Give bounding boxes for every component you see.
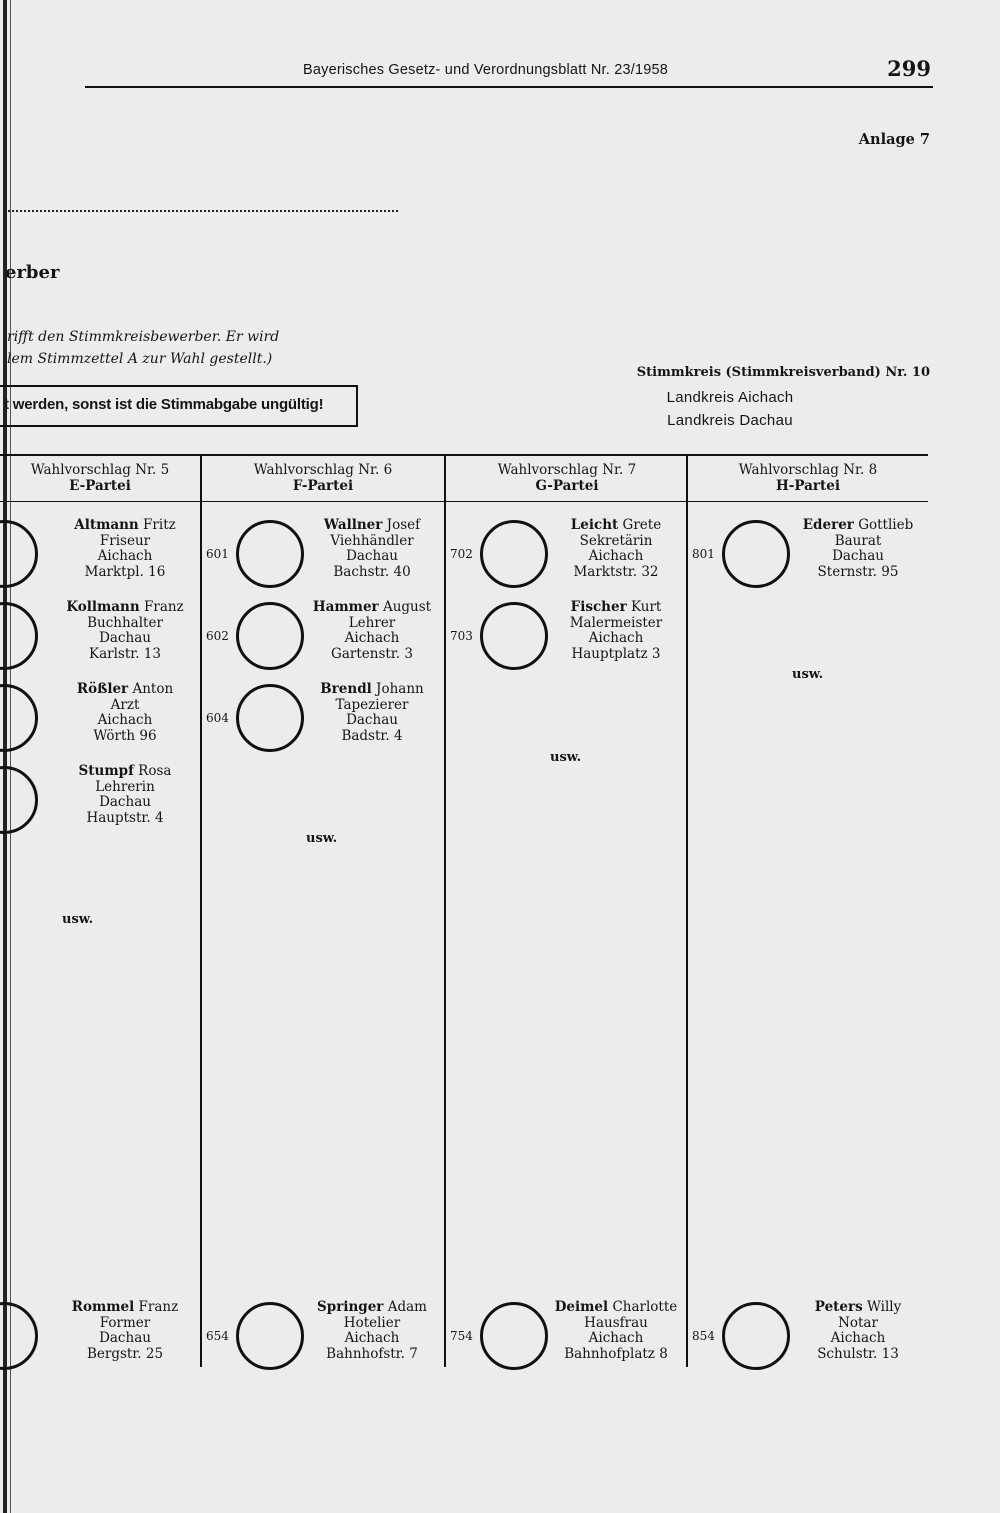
district-heading: Stimmkreis (Stimmkreisverband) Nr. 10 [636,365,930,380]
candidate-name [302,682,442,698]
candidate-block [546,518,686,580]
candidate-occupation: Friseur [99,532,151,549]
candidate-surname: Peters [814,1299,863,1315]
candidate-firstname: Willy [862,1299,902,1315]
candidate-block [302,518,442,580]
candidate-street: Schulstr. 13 [817,1345,899,1362]
candidate-street: Hauptplatz 3 [571,645,661,662]
candidate-town: Aichach [588,548,644,565]
vote-circle[interactable] [0,766,38,834]
proposal-number: Wahlvorschlag Nr. 6 [253,462,393,478]
candidate-block [546,600,686,662]
candidate-block [302,600,442,662]
proposal-number: Wahlvorschlag Nr. 7 [497,462,637,478]
candidate-name [788,1300,928,1316]
candidate-firstname: Josef [382,517,421,533]
column-header [202,462,444,494]
column-divider [444,455,446,1367]
usw-label: usw. [306,831,338,846]
vote-circle[interactable] [236,1302,304,1370]
candidate-occupation: Notar [838,1314,878,1331]
candidate-block [55,600,195,662]
candidate-surname: Brendl [320,681,372,697]
candidate-firstname: Rosa [133,763,172,779]
candidate-block [55,764,195,826]
candidate-firstname: Gottlieb [853,517,914,533]
candidate-number: 702 [450,547,473,561]
page-number: 299 [887,56,931,81]
candidate-street: Karlstr. 13 [89,645,161,662]
vote-circle[interactable] [0,684,38,752]
candidate-occupation: Baurat [834,532,882,549]
vote-circle[interactable] [722,1302,790,1370]
candidate-street: Sternstr. 95 [817,563,899,580]
candidate-surname: Kollmann [66,599,140,615]
candidate-town: Dachau [832,548,884,565]
candidate-name [546,600,686,616]
candidate-street: Badstr. 4 [341,727,403,744]
candidate-number: 604 [206,711,229,725]
candidate-number: 654 [206,1329,229,1343]
candidate-occupation: Lehrer [348,614,396,631]
page-edge [3,0,7,1513]
candidate-street: Hauptstr. 4 [86,809,164,826]
district-line-1: Landkreis Aichach [666,389,794,406]
candidate-name [546,1300,686,1316]
note-line-1: rifft den Stimmkreisbewerber. Er wird [7,329,280,345]
candidate-firstname: Charlotte [608,1299,678,1315]
usw-label: usw. [792,667,824,682]
candidate-name [55,1300,195,1316]
candidate-town: Dachau [99,630,151,647]
usw-label: usw. [62,912,94,927]
candidate-name [55,682,195,698]
candidate-number: 854 [692,1329,715,1343]
candidate-surname: Hammer [312,599,379,615]
candidate-occupation: Tapezierer [335,696,409,713]
candidate-name [55,600,195,616]
candidate-block [788,1300,928,1362]
candidate-town: Aichach [830,1330,886,1347]
candidate-town: Aichach [588,630,644,647]
party-name: E-Partei [69,478,131,494]
candidate-town: Dachau [99,1330,151,1347]
candidate-block [55,518,195,580]
vote-circle[interactable] [0,602,38,670]
candidate-street: Marktpl. 16 [84,563,166,580]
candidate-occupation: Sekretärin [579,532,653,549]
candidate-surname: Stumpf [78,763,134,779]
candidate-street: Marktstr. 32 [573,563,659,580]
candidate-town: Dachau [346,712,398,729]
note-line-2: lem Stimmzettel A zur Wahl gestellt.) [7,351,273,367]
candidate-occupation: Malermeister [569,614,663,631]
candidate-firstname: Johann [371,681,424,697]
candidate-block [302,682,442,744]
warning-box [0,385,358,427]
candidate-surname: Rommel [71,1299,135,1315]
vote-circle[interactable] [236,602,304,670]
candidate-street: Bahnhofstr. 7 [326,1345,418,1362]
candidate-surname: Rößler [76,681,129,697]
vote-circle[interactable] [236,684,304,752]
candidate-name [788,518,928,534]
candidate-firstname: Fritz [138,517,176,533]
candidate-occupation: Viehhändler [330,532,414,549]
candidate-number: 601 [206,547,229,561]
candidate-name [302,518,442,534]
proposal-number: Wahlvorschlag Nr. 8 [738,462,878,478]
vote-circle[interactable] [0,1302,38,1370]
vote-circle[interactable] [722,520,790,588]
candidate-number: 602 [206,629,229,643]
usw-label: usw. [550,750,582,765]
candidate-occupation: Lehrerin [95,778,155,795]
candidate-town: Aichach [97,548,153,565]
candidate-town: Aichach [344,1330,400,1347]
candidate-name [302,1300,442,1316]
candidate-block [55,1300,195,1362]
column-divider [200,455,202,1367]
table-header-rule [0,501,928,502]
candidate-firstname: Adam [383,1299,427,1315]
section-title: erber [5,262,60,283]
candidate-town: Dachau [99,794,151,811]
candidate-name [55,764,195,780]
candidate-number: 703 [450,629,473,643]
candidate-occupation: Buchhalter [87,614,163,631]
candidate-number: 801 [692,547,715,561]
vote-circle[interactable] [480,1302,548,1370]
candidate-surname: Ederer [802,517,854,533]
candidate-block [302,1300,442,1362]
candidate-name [55,518,195,534]
annex-label: Anlage 7 [858,131,930,148]
candidate-firstname: August [378,599,432,615]
column-header [446,462,688,494]
candidate-firstname: Franz [139,599,184,615]
candidate-town: Dachau [346,548,398,565]
vote-circle[interactable] [236,520,304,588]
candidate-surname: Leicht [570,517,619,533]
candidate-name [302,600,442,616]
candidate-street: Wörth 96 [93,727,157,744]
page-edge-inner [10,0,11,1513]
candidate-block [55,682,195,744]
candidate-surname: Wallner [323,517,383,533]
column-header [688,462,928,494]
candidate-surname: Fischer [570,599,627,615]
candidate-firstname: Grete [618,517,662,533]
candidate-block [788,518,928,580]
party-name: F-Partei [292,478,354,494]
proposal-number: Wahlvorschlag Nr. 5 [30,462,170,478]
candidate-street: Bergstr. 25 [86,1345,164,1362]
candidate-town: Aichach [97,712,153,729]
candidate-occupation: Arzt [110,696,140,713]
column-header [0,462,200,494]
district-line-2: Landkreis Dachau [667,412,793,429]
candidate-firstname: Franz [134,1299,179,1315]
candidate-street: Bahnhofplatz 8 [564,1345,668,1362]
table-top-rule [0,454,928,456]
party-name: G-Partei [535,478,599,494]
vote-circle[interactable] [480,602,548,670]
candidate-occupation: Hotelier [343,1314,401,1331]
page-header [85,50,933,88]
candidate-surname: Altmann [74,517,139,533]
candidate-block [546,1300,686,1362]
vote-circle[interactable] [0,520,38,588]
candidate-occupation: Former [99,1314,151,1331]
candidate-firstname: Kurt [626,599,662,615]
warning-text: t werden, sonst ist die Stimmabgabe ungültig! [4,396,324,413]
candidate-surname: Springer [317,1299,384,1315]
candidate-street: Bachstr. 40 [333,563,411,580]
candidate-name [546,518,686,534]
candidate-town: Aichach [588,1330,644,1347]
candidate-surname: Deimel [554,1299,609,1315]
column-divider [686,455,688,1367]
party-name: H-Partei [776,478,840,494]
candidate-firstname: Anton [128,681,174,697]
candidate-street: Gartenstr. 3 [331,645,413,662]
candidate-number: 754 [450,1329,473,1343]
header-title: Bayerisches Gesetz- und Verordnungsblatt Nr. 23/1958 [303,62,669,78]
dotted-divider [8,210,398,212]
candidate-occupation: Hausfrau [584,1314,648,1331]
candidate-town: Aichach [344,630,400,647]
vote-circle[interactable] [480,520,548,588]
